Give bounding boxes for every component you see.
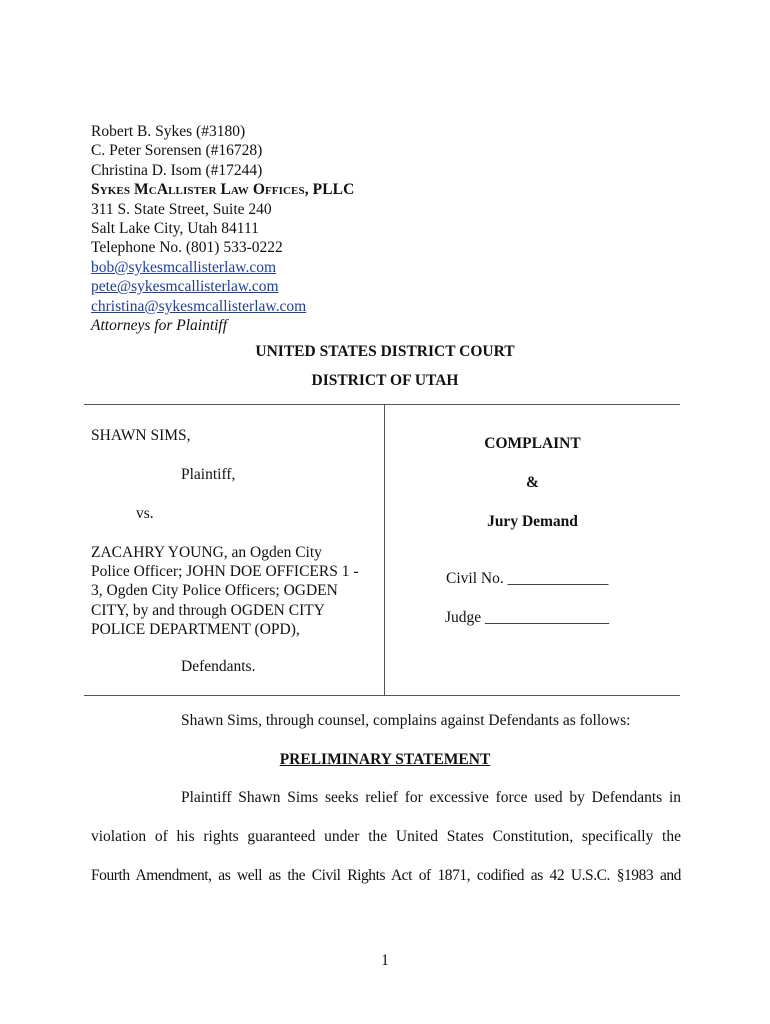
defendants-line: Police Officer; JOHN DOE OFFICERS 1 - bbox=[91, 563, 359, 581]
defendants-block bbox=[91, 543, 359, 639]
paragraph-line-text: Fourth Amendment, as well as the Civil Rights Act of 1871, codified as 42 U.S.C. §1983 and bbox=[91, 867, 681, 884]
plaintiff-name: SHAWN SIMS, bbox=[91, 427, 191, 444]
defendants-line: ZACAHRY YOUNG, an Ogden City bbox=[91, 544, 322, 561]
case-caption bbox=[84, 404, 680, 696]
attorney-line: Christina D. Isom (#17244) bbox=[91, 161, 263, 179]
email-link[interactable]: christina@sykesmcallisterlaw.com bbox=[91, 297, 307, 315]
paragraph-line-text: Plaintiff Shawn Sims seeks relief for excessive force used by Defendants in bbox=[181, 789, 681, 806]
attorney-role: Attorneys for Plaintiff bbox=[91, 317, 228, 335]
address-line: Salt Lake City, Utah 84111 bbox=[91, 220, 259, 238]
judge-field: Judge ________________ bbox=[445, 609, 610, 626]
attorney-line: C. Peter Sorensen (#16728) bbox=[91, 142, 263, 160]
email-link[interactable]: bob@sykesmcallisterlaw.com bbox=[91, 258, 277, 276]
versus-label: vs. bbox=[136, 505, 154, 522]
attorney-line: Robert B. Sykes (#3180) bbox=[91, 123, 246, 140]
paragraph-line-text: violation of his rights guaranteed under the United States Constitution, specifically the bbox=[91, 828, 681, 845]
address-line: 311 S. State Street, Suite 240 bbox=[91, 200, 272, 218]
court-name: UNITED STATES DISTRICT COURT bbox=[255, 343, 515, 360]
plaintiff-label: Plaintiff, bbox=[181, 466, 236, 483]
civil-number-field: Civil No. _____________ bbox=[446, 570, 609, 587]
intro-paragraph: Shawn Sims, through counsel, complains against Defendants as follows: bbox=[181, 712, 631, 729]
defendants-label: Defendants. bbox=[181, 658, 256, 675]
section-heading: PRELIMINARY STATEMENT bbox=[279, 751, 491, 768]
ampersand: & bbox=[526, 474, 539, 491]
defendants-line: CITY, by and through OGDEN CITY bbox=[91, 601, 325, 619]
paragraph-line bbox=[181, 789, 681, 807]
defendants-line: POLICE DEPARTMENT (OPD), bbox=[91, 620, 300, 638]
email-link[interactable]: pete@sykesmcallisterlaw.com bbox=[91, 278, 279, 296]
paragraph-line bbox=[91, 828, 681, 846]
court-district: DISTRICT OF UTAH bbox=[311, 372, 459, 389]
document-subtitle: Jury Demand bbox=[487, 513, 578, 530]
law-firm-name: Sykes McAllister Law Offices, PLLC bbox=[91, 181, 355, 199]
telephone-line: Telephone No. (801) 533-0222 bbox=[91, 239, 283, 257]
document-title: COMPLAINT bbox=[484, 435, 581, 452]
page-number: 1 bbox=[381, 952, 389, 969]
paragraph-line bbox=[91, 867, 681, 885]
defendants-line: 3, Ogden City Police Officers; OGDEN bbox=[91, 582, 338, 600]
attorney-block bbox=[91, 122, 354, 335]
